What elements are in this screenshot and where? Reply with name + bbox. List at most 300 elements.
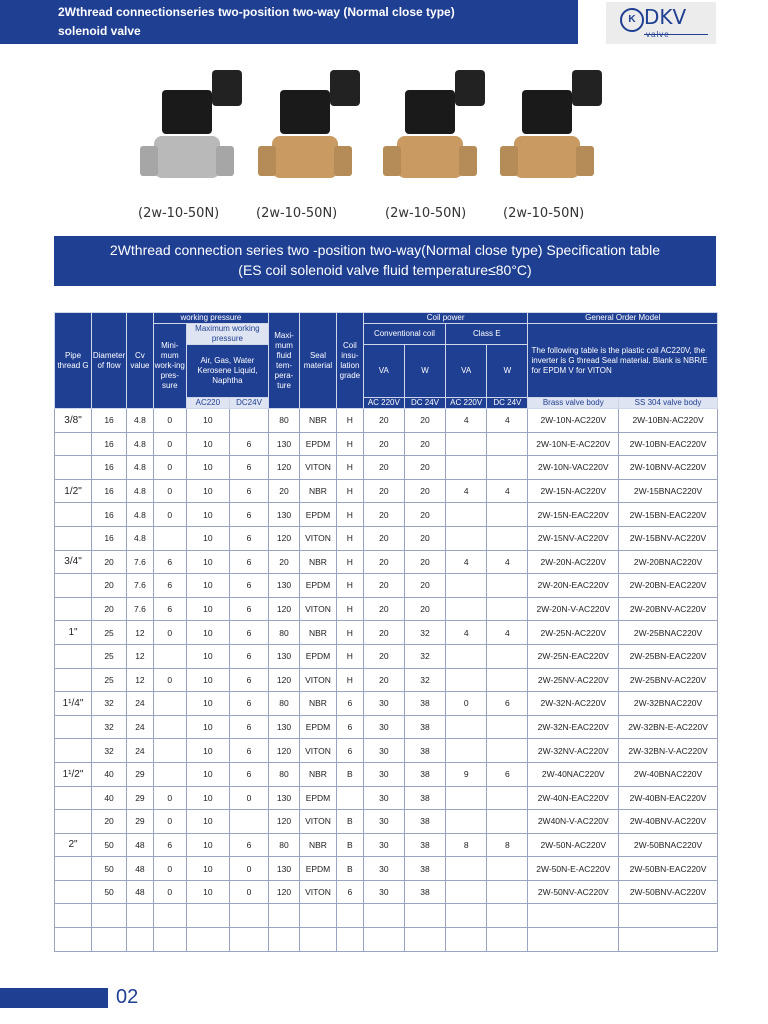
cell-diameter: 25 — [92, 644, 127, 668]
cell-va-2 — [446, 739, 487, 763]
cell-cv: 7.6 — [127, 574, 154, 598]
page-header — [0, 0, 578, 44]
product-image — [140, 64, 248, 204]
cell-dc24: 6 — [229, 715, 268, 739]
cell-w-2 — [487, 526, 528, 550]
cell-ac220: 10 — [186, 479, 229, 503]
cell-cv: 29 — [127, 762, 154, 786]
table-row — [55, 432, 718, 456]
cell-seal: VITON — [299, 739, 336, 763]
cell-w-1: 20 — [404, 479, 445, 503]
cell-seal: EPDM — [299, 432, 336, 456]
cell-model-brass: 2W40N-V-AC220V — [528, 810, 619, 834]
col-coil-grade: Coil insu-lation grade — [337, 313, 364, 409]
cell-model-brass: 2W-50NV-AC220V — [528, 880, 619, 904]
cell-seal: VITON — [299, 810, 336, 834]
cell-model-ss: 2W-25BN-EAC220V — [619, 644, 718, 668]
cell-w-1: 38 — [404, 833, 445, 857]
cell-va-1: 20 — [363, 550, 404, 574]
cell-dc24: 6 — [229, 479, 268, 503]
cell-ac220: 10 — [186, 715, 229, 739]
cell-dc24 — [229, 928, 268, 952]
cell-va-1: 30 — [363, 762, 404, 786]
cell-ac220 — [186, 904, 229, 928]
cell-model-brass: 2W-10N-AC220V — [528, 409, 619, 433]
cell-coil-grade: H — [337, 574, 364, 598]
cell-w-2: 4 — [487, 621, 528, 645]
cell-model-brass: 2W-50N-AC220V — [528, 833, 619, 857]
cell-w-2: 4 — [487, 409, 528, 433]
cell-max-temp — [269, 928, 300, 952]
cell-pipe — [55, 644, 92, 668]
cell-w-2 — [487, 857, 528, 881]
table-row — [55, 880, 718, 904]
cell-va-2 — [446, 456, 487, 480]
cell-model-ss: 2W-20BNAC220V — [619, 550, 718, 574]
cell-pipe — [55, 668, 92, 692]
col-w-2: W — [487, 345, 528, 398]
cell-coil-grade: H — [337, 432, 364, 456]
cell-min-pressure: 0 — [153, 621, 186, 645]
cell-w-1: 20 — [404, 526, 445, 550]
table-row — [55, 833, 718, 857]
cell-min-pressure — [153, 644, 186, 668]
cell-model-brass: 2W-20N-EAC220V — [528, 574, 619, 598]
col-ac220v-2: AC 220V — [446, 398, 487, 409]
logo-emblem-icon: K — [620, 8, 644, 32]
spec-title-line1: 2Wthread connection series two -position two-way(Normal close type) Specification table — [109, 242, 661, 258]
cell-w-2 — [487, 904, 528, 928]
spec-table-title — [54, 236, 716, 286]
cell-diameter: 20 — [92, 574, 127, 598]
cell-min-pressure: 0 — [153, 786, 186, 810]
cell-model-ss — [619, 928, 718, 952]
cell-ac220: 10 — [186, 810, 229, 834]
cell-seal: VITON — [299, 456, 336, 480]
table-row — [55, 904, 718, 928]
cell-pipe — [55, 928, 92, 952]
cell-va-1: 20 — [363, 621, 404, 645]
cell-coil-grade: H — [337, 550, 364, 574]
cell-diameter: 32 — [92, 739, 127, 763]
cell-w-1: 20 — [404, 432, 445, 456]
cell-model-ss: 2W-40BNAC220V — [619, 762, 718, 786]
cell-cv: 24 — [127, 715, 154, 739]
cell-pipe — [55, 432, 92, 456]
cell-max-temp: 20 — [269, 479, 300, 503]
order-note: The following table is the plastic coil AC220V, the inverter is G thread Seal material. Blank is NBR/E for EPDM V for VITON — [528, 324, 718, 398]
cell-max-temp: 130 — [269, 432, 300, 456]
cell-va-1: 30 — [363, 786, 404, 810]
cell-seal: EPDM — [299, 644, 336, 668]
cell-va-2 — [446, 574, 487, 598]
cell-model-ss: 2W-15BNV-AC220V — [619, 526, 718, 550]
cell-pipe — [55, 904, 92, 928]
cell-min-pressure — [153, 715, 186, 739]
cell-min-pressure: 0 — [153, 479, 186, 503]
cell-model-brass: 2W-50N-E-AC220V — [528, 857, 619, 881]
cell-pipe: 1¹/2" — [55, 762, 92, 786]
cell-min-pressure — [153, 739, 186, 763]
cell-min-pressure: 0 — [153, 456, 186, 480]
cell-va-2: 8 — [446, 833, 487, 857]
cell-coil-grade: H — [337, 644, 364, 668]
cell-seal: VITON — [299, 880, 336, 904]
cell-cv: 48 — [127, 880, 154, 904]
cell-model-brass: 2W-25NV-AC220V — [528, 668, 619, 692]
cell-coil-grade: H — [337, 621, 364, 645]
cell-min-pressure: 0 — [153, 668, 186, 692]
cell-min-pressure — [153, 692, 186, 716]
cell-pipe: 1¹/4" — [55, 692, 92, 716]
cell-diameter: 50 — [92, 857, 127, 881]
cell-seal: VITON — [299, 668, 336, 692]
cell-w-1: 32 — [404, 668, 445, 692]
cell-coil-grade: H — [337, 409, 364, 433]
cell-min-pressure — [153, 928, 186, 952]
cell-w-1: 38 — [404, 715, 445, 739]
cell-diameter: 32 — [92, 692, 127, 716]
cell-ac220: 10 — [186, 526, 229, 550]
cell-model-brass: 2W-10N-E-AC220V — [528, 432, 619, 456]
cell-min-pressure: 6 — [153, 597, 186, 621]
cell-w-1: 20 — [404, 409, 445, 433]
cell-va-2: 0 — [446, 692, 487, 716]
cell-dc24 — [229, 810, 268, 834]
cell-max-temp: 80 — [269, 692, 300, 716]
cell-diameter: 20 — [92, 597, 127, 621]
cell-va-2 — [446, 597, 487, 621]
cell-va-1: 30 — [363, 739, 404, 763]
cell-dc24: 6 — [229, 432, 268, 456]
product-caption: (2w-10-50N) — [385, 206, 467, 221]
table-row — [55, 597, 718, 621]
cell-va-1: 20 — [363, 503, 404, 527]
cell-model-brass: 2W-25N-AC220V — [528, 621, 619, 645]
cell-pipe — [55, 880, 92, 904]
cell-diameter — [92, 928, 127, 952]
cell-va-1: 30 — [363, 857, 404, 881]
cell-va-1: 20 — [363, 668, 404, 692]
cell-w-2 — [487, 739, 528, 763]
cell-model-ss: 2W-50BNAC220V — [619, 833, 718, 857]
cell-coil-grade: B — [337, 810, 364, 834]
cell-cv: 12 — [127, 668, 154, 692]
cell-ac220: 10 — [186, 432, 229, 456]
table-row — [55, 644, 718, 668]
cell-coil-grade: H — [337, 597, 364, 621]
cell-model-ss — [619, 904, 718, 928]
cell-va-2 — [446, 786, 487, 810]
page-number: 02 — [116, 986, 139, 1008]
cell-model-ss: 2W-50BNV-AC220V — [619, 880, 718, 904]
table-row — [55, 503, 718, 527]
cell-va-2: 9 — [446, 762, 487, 786]
cell-pipe — [55, 597, 92, 621]
cell-ac220 — [186, 928, 229, 952]
cell-w-1: 20 — [404, 597, 445, 621]
col-dc24v-2: DC 24V — [487, 398, 528, 409]
cell-dc24: 6 — [229, 621, 268, 645]
cell-va-2 — [446, 857, 487, 881]
cell-pipe — [55, 786, 92, 810]
cell-diameter: 20 — [92, 550, 127, 574]
cell-seal: VITON — [299, 526, 336, 550]
cell-dc24: 0 — [229, 786, 268, 810]
cell-diameter: 20 — [92, 810, 127, 834]
spec-title-line2: (ES coil solenoid valve fluid temperature≤80°C) — [238, 262, 532, 278]
cell-cv: 24 — [127, 739, 154, 763]
cell-coil-grade: 6 — [337, 692, 364, 716]
cell-coil-grade: H — [337, 668, 364, 692]
cell-dc24 — [229, 409, 268, 433]
cell-min-pressure: 6 — [153, 574, 186, 598]
cell-w-1: 38 — [404, 762, 445, 786]
cell-cv: 48 — [127, 833, 154, 857]
cell-model-brass: 2W-40NAC220V — [528, 762, 619, 786]
cell-va-1: 20 — [363, 432, 404, 456]
cell-max-temp: 130 — [269, 503, 300, 527]
cell-model-ss: 2W-10BNV-AC220V — [619, 456, 718, 480]
cell-min-pressure — [153, 762, 186, 786]
cell-seal: NBR — [299, 621, 336, 645]
cell-max-temp: 80 — [269, 409, 300, 433]
cell-va-2 — [446, 644, 487, 668]
col-brass-body: Brass valve body — [528, 398, 619, 409]
table-row — [55, 928, 718, 952]
cell-max-temp: 120 — [269, 456, 300, 480]
cell-cv — [127, 904, 154, 928]
cell-model-ss: 2W-10BN-EAC220V — [619, 432, 718, 456]
cell-max-temp: 120 — [269, 597, 300, 621]
cell-w-1: 38 — [404, 692, 445, 716]
cell-cv: 4.8 — [127, 503, 154, 527]
cell-min-pressure: 0 — [153, 409, 186, 433]
product-image — [500, 64, 608, 204]
cell-ac220: 10 — [186, 456, 229, 480]
cell-diameter: 25 — [92, 668, 127, 692]
cell-va-2 — [446, 432, 487, 456]
cell-model-brass: 2W-15N-AC220V — [528, 479, 619, 503]
cell-diameter: 25 — [92, 621, 127, 645]
cell-va-1: 20 — [363, 574, 404, 598]
col-min-pressure: Mini-mum work-ing pres-sure — [153, 324, 186, 409]
cell-dc24: 6 — [229, 550, 268, 574]
cell-cv: 29 — [127, 786, 154, 810]
product-image — [258, 64, 366, 204]
cell-max-temp: 130 — [269, 715, 300, 739]
product-caption: (2w-10-50N) — [138, 206, 220, 221]
cell-w-1: 38 — [404, 810, 445, 834]
cell-w-1: 32 — [404, 621, 445, 645]
cell-dc24: 6 — [229, 668, 268, 692]
cell-model-brass: 2W-32NV-AC220V — [528, 739, 619, 763]
product-image — [383, 64, 491, 204]
cell-va-2 — [446, 526, 487, 550]
cell-diameter: 16 — [92, 432, 127, 456]
cell-pipe — [55, 715, 92, 739]
cell-max-temp: 120 — [269, 880, 300, 904]
cell-cv: 4.8 — [127, 409, 154, 433]
cell-dc24: 6 — [229, 833, 268, 857]
cell-coil-grade: H — [337, 479, 364, 503]
header-title-line1: 2Wthread connectionseries two-position two-way (Normal close type) — [58, 5, 455, 19]
cell-model-brass: 2W-25N-EAC220V — [528, 644, 619, 668]
cell-ac220: 10 — [186, 503, 229, 527]
cell-diameter — [92, 904, 127, 928]
table-row — [55, 526, 718, 550]
brand-logo — [606, 2, 716, 44]
cell-cv: 12 — [127, 644, 154, 668]
logo-name: DKV — [644, 5, 687, 29]
cell-va-1: 20 — [363, 479, 404, 503]
cell-seal: EPDM — [299, 786, 336, 810]
cell-model-ss: 2W-25BNAC220V — [619, 621, 718, 645]
cell-w-2 — [487, 880, 528, 904]
product-caption: (2w-10-50N) — [503, 206, 585, 221]
cell-pipe: 3/8" — [55, 409, 92, 433]
col-pipe-thread: Pipe thread G — [55, 313, 92, 409]
cell-va-1 — [363, 904, 404, 928]
cell-cv: 7.6 — [127, 597, 154, 621]
col-va-2: VA — [446, 345, 487, 398]
cell-va-1: 20 — [363, 597, 404, 621]
cell-va-1: 30 — [363, 880, 404, 904]
cell-w-2: 6 — [487, 762, 528, 786]
col-conventional-coil: Conventional coil — [363, 324, 445, 345]
col-diameter: Diameter of flow — [92, 313, 127, 409]
cell-va-1: 20 — [363, 526, 404, 550]
cell-cv: 12 — [127, 621, 154, 645]
cell-model-ss: 2W-40BNV-AC220V — [619, 810, 718, 834]
cell-coil-grade — [337, 786, 364, 810]
cell-diameter: 16 — [92, 409, 127, 433]
cell-seal: EPDM — [299, 715, 336, 739]
table-row — [55, 574, 718, 598]
cell-w-2: 8 — [487, 833, 528, 857]
cell-w-2 — [487, 456, 528, 480]
cell-diameter: 40 — [92, 786, 127, 810]
cell-coil-grade: B — [337, 857, 364, 881]
cell-pipe: 2" — [55, 833, 92, 857]
cell-dc24 — [229, 904, 268, 928]
cell-dc24: 6 — [229, 739, 268, 763]
cell-min-pressure — [153, 526, 186, 550]
cell-dc24: 6 — [229, 526, 268, 550]
cell-model-ss: 2W-50BN-EAC220V — [619, 857, 718, 881]
cell-model-ss: 2W-25BNV-AC220V — [619, 668, 718, 692]
cell-diameter: 32 — [92, 715, 127, 739]
col-general-order: General Order Model — [528, 313, 718, 324]
cell-ac220: 10 — [186, 880, 229, 904]
col-w-1: W — [404, 345, 445, 398]
col-working-pressure: working pressure — [153, 313, 268, 324]
logo-sub: valve — [646, 30, 670, 39]
cell-seal: NBR — [299, 762, 336, 786]
cell-va-1: 30 — [363, 692, 404, 716]
table-row — [55, 479, 718, 503]
cell-max-temp: 130 — [269, 786, 300, 810]
footer-bar — [0, 988, 108, 1008]
cell-w-2: 4 — [487, 479, 528, 503]
cell-seal: NBR — [299, 409, 336, 433]
cell-max-temp: 120 — [269, 810, 300, 834]
cell-model-brass — [528, 928, 619, 952]
cell-dc24: 0 — [229, 857, 268, 881]
cell-seal: NBR — [299, 833, 336, 857]
col-ss-body: SS 304 valve body — [619, 398, 718, 409]
cell-pipe — [55, 526, 92, 550]
col-class-e-coil: Class E — [446, 324, 528, 345]
col-seal: Seal material — [299, 313, 336, 409]
col-media: Air, Gas, Water Kerosene Liquid, Naphtha — [186, 345, 268, 398]
cell-w-2 — [487, 644, 528, 668]
cell-va-2: 4 — [446, 479, 487, 503]
cell-dc24: 6 — [229, 644, 268, 668]
cell-w-1: 38 — [404, 786, 445, 810]
cell-max-temp: 80 — [269, 621, 300, 645]
cell-ac220: 10 — [186, 786, 229, 810]
cell-max-temp: 130 — [269, 644, 300, 668]
cell-seal: NBR — [299, 550, 336, 574]
table-row — [55, 621, 718, 645]
col-max-pressure: Maximum working pressure — [186, 324, 268, 345]
cell-dc24: 0 — [229, 880, 268, 904]
cell-va-2 — [446, 810, 487, 834]
cell-model-brass: 2W-20N-V-AC220V — [528, 597, 619, 621]
cell-va-1 — [363, 928, 404, 952]
cell-seal: EPDM — [299, 857, 336, 881]
header-title-line2: solenoid valve — [58, 24, 141, 38]
cell-pipe: 1" — [55, 621, 92, 645]
cell-w-2 — [487, 928, 528, 952]
cell-w-2 — [487, 810, 528, 834]
cell-w-2 — [487, 574, 528, 598]
spec-table — [54, 312, 718, 952]
cell-ac220: 10 — [186, 833, 229, 857]
cell-diameter: 40 — [92, 762, 127, 786]
col-va-1: VA — [363, 345, 404, 398]
cell-ac220: 10 — [186, 621, 229, 645]
cell-w-1: 32 — [404, 644, 445, 668]
table-row — [55, 550, 718, 574]
cell-seal — [299, 904, 336, 928]
cell-model-brass: 2W-10N-VAC220V — [528, 456, 619, 480]
cell-cv — [127, 928, 154, 952]
cell-min-pressure: 6 — [153, 550, 186, 574]
cell-min-pressure: 0 — [153, 857, 186, 881]
cell-min-pressure: 0 — [153, 810, 186, 834]
cell-ac220: 10 — [186, 857, 229, 881]
cell-diameter: 50 — [92, 880, 127, 904]
cell-w-1: 38 — [404, 857, 445, 881]
cell-max-temp: 120 — [269, 526, 300, 550]
cell-w-1: 20 — [404, 456, 445, 480]
cell-model-ss: 2W-15BN-EAC220V — [619, 503, 718, 527]
cell-model-ss: 2W-15BNAC220V — [619, 479, 718, 503]
table-row — [55, 810, 718, 834]
cell-min-pressure — [153, 904, 186, 928]
cell-pipe — [55, 810, 92, 834]
table-row — [55, 409, 718, 433]
cell-pipe — [55, 456, 92, 480]
cell-min-pressure: 0 — [153, 880, 186, 904]
cell-ac220: 10 — [186, 762, 229, 786]
cell-coil-grade — [337, 904, 364, 928]
cell-max-temp: 20 — [269, 550, 300, 574]
cell-model-brass: 2W-32N-EAC220V — [528, 715, 619, 739]
cell-va-1: 20 — [363, 644, 404, 668]
